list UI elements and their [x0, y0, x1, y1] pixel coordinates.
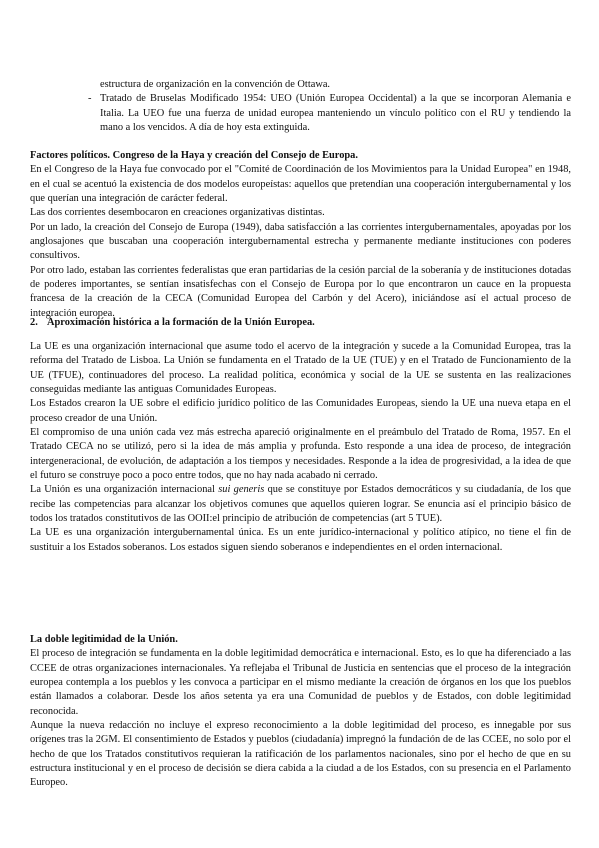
- list-item-continuation: estructura de organización en la convención de Ottawa.: [100, 79, 331, 90]
- sui-generis-before: La Unión es una organización internacional: [30, 484, 219, 496]
- factores-politicos-section: [30, 149, 571, 321]
- paragraph: El compromiso de una unión cada vez más estrecha apareció originalmente en el preámbulo del Tratado de Roma, 1957. En el Tratado CECA no se utilizó, pero si la idea de más amplia y profunda. Esto responde a una idea de proceso, de integración intergeneracional, de evolución, de adaptación a los tiempos y necesidades. Responde a la idea de progresividad, a la idea de que el futuro se construye poco a poco entre todos, que no hay nada acabado ni cerrado.: [30, 427, 571, 482]
- section-number: 2.: [30, 317, 38, 328]
- paragraph: Por otro lado, estaban las corrientes federalistas que eran partidarias de la cesión parcial de la soberanía y de instituciones dotadas de poderes importantes, se sentían insatisfechas con el Consejo de Europa por lo que encontraron un cauce en la propuesta francesa de la creación de la CECA (Comunidad Europea del Carbón y del Acero), iniciándose así el actual proceso de integración europea.: [30, 264, 571, 319]
- paragraph: La UE es una organización internacional que asume todo el acervo de la integración y sucede a la Comunidad Europea, tras la reforma del Tratado de Lisboa. La Unión se fundamenta en el Tratado de la UE (TUE) y en el Tratado de Funcionamiento de la UE (TFUE), continuadores del proceso. La realidad política, económica y social de la UE se sustenta en las realizaciones conseguidas mediante las antiguas Comunidades Europeas.: [30, 341, 571, 396]
- section-heading: [30, 316, 571, 330]
- paragraph: El proceso de integración se fundamenta en la doble legitimidad democrática e internacional. Esto, es lo que ha diferenciado a las CCEE de otras organizaciones internacionales. Ya reflejaba el Tribunal de Justicia en sentencias que el proceso de la integración europea contempla a los pueblos y les convoca a participar en el mismo mediante la creación de órganos en los que los pueblos están llamados a colaborar. Desde los años setenta ya era una Comunidad de pueblos y de Estados, con doble legitimidad reconocida.: [30, 648, 571, 717]
- factores-heading: Factores políticos. Congreso de la Haya y creación del Consejo de Europa.: [30, 150, 358, 161]
- paragraph: Los Estados crearon la UE sobre el edificio jurídico político de las Comunidades Europeas, siendo la UE una nueva etapa en el proceso creador de una Unión.: [30, 398, 571, 424]
- list-item: [88, 92, 571, 135]
- paragraph: La UE es una organización intergubernamental única. Es un ente jurídico-internacional y político atípico, no tiene el fin de sustituir a los Estados soberanos. Los estados siguen siendo soberanos e independientes en el orden internacional.: [30, 527, 571, 553]
- paragraph: Por un lado, la creación del Consejo de Europa (1949), daba satisfacción a las corrientes intergubernamentales, apoyadas por los anglosajones que buscaban una cooperación intergubernamental estrecha y permanente mediante instituciones con poderes consultivos.: [30, 221, 571, 262]
- sui-generis-term: sui generis: [218, 484, 265, 496]
- doble-legitimidad-section: [30, 633, 571, 791]
- aproximacion-section: [30, 340, 571, 555]
- paragraph: Las dos corrientes desembocaron en creaciones organizativas distintas.: [30, 207, 325, 219]
- section-title: Aproximación histórica a la formación de la Unión Europea.: [47, 317, 315, 328]
- paragraph: Aunque la nueva redacción no incluye el expreso reconocimiento a la doble legitimidad del proceso, es innegable por sus orígenes tras la 2GM. El consentimiento de Estados y pueblos (ciudadanía) impregnó la fundación de de las CCEE, no solo por el hecho de que los Tratados constitutivos requieran la ratificación de los parlamentos nacionales, sino por el hecho de que en su estructura institucional y en el proceso de decisión se diera cabida a la ciudad a de los Estados, con su presencia en el Parlamento Europeo.: [30, 720, 571, 789]
- list-item-text: Tratado de Bruselas Modificado 1954: UEO (Unión Europea Occidental) a la que se incorporan Alemania e Italia. La UEO fue una fuerza de unidad europea manteniendo un vínculo político con el RU y tendiendo la mano a los vencidos. A día de hoy esta extinguida.: [100, 93, 571, 134]
- paragraph: En el Congreso de la Haya fue convocado por el "Comité de Coordinación de los Movimientos para la Unidad Europea" en 1948, en el cual se acentuó la existencia de dos modelos europeístas: aquellos que pretendían una cooperación intergubernamental y los que querían una integración de carácter federal.: [30, 164, 571, 205]
- paragraph: [30, 483, 571, 526]
- list-bullet: -: [88, 93, 92, 105]
- legitimidad-heading: La doble legitimidad de la Unión.: [30, 634, 178, 645]
- treaty-list: [88, 78, 571, 135]
- sui-generis-after: que se constituye por Estados democráticos y su ciudadanía, de los que recibe las competencias para alcanzar los objetivos comunes que aquellos quieren lograr. Se enuncia así el principio básico de todos los tratados constitutivos de las OOII:el principio de atribución de competencias (art 5 TUE).: [30, 484, 572, 525]
